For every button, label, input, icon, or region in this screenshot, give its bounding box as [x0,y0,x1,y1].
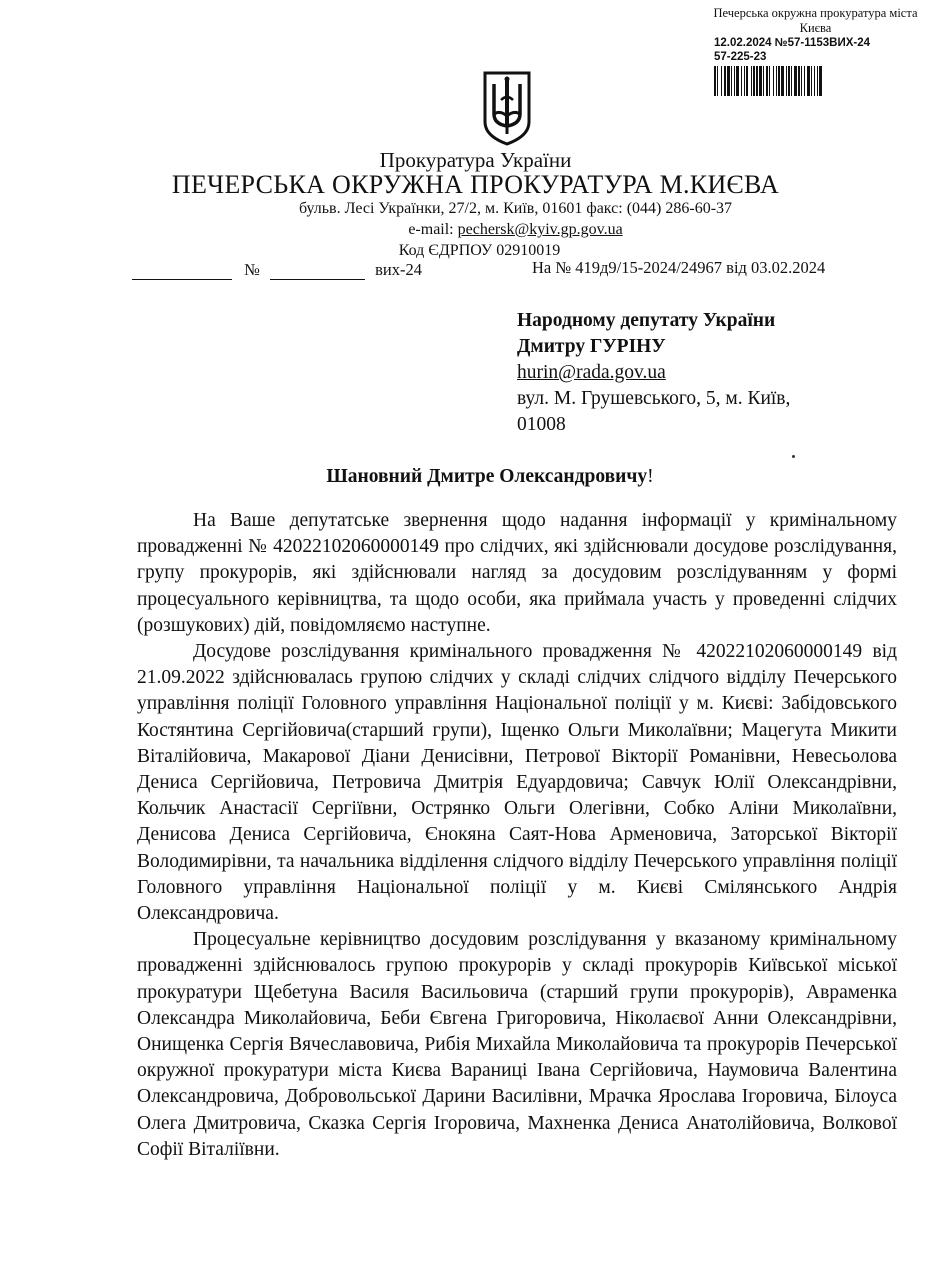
greeting-text: Шановний Дмитре Олександровичу [326,466,648,487]
paragraph: Досудове розслідування кримінального провадження № 42022102060000149 від 21.09.2022 здійснювалась групою слідчих у складі слідчих слідчого відділу Печерського управління поліції Головного управління Національної поліції у м. Києві: Забідовського Костянтина Сергійовича(старший групи), Іщенко Ольги Миколаївни; Мацегута Микити Віталійовича, Макарової Діани Денисівни, Петрової Вікторії Романівни, Невесьолова Дениса Сергійовича, Петровича Дмитрія Едуардовича; Савчук Юлії Олександрівни, Кольчик Анастасії Сергіївни, Острянко Ольги Олегівни, Собко Аліни Миколаївни, Денисова Дениса Сергійовича, Єнокяна Саят-Нова Арменовича, Заторської Вікторії Володимирівни, та начальника відділення слідчого відділу Печерського управління поліції Головного управління Національної поліції у м. Києві Смілянського Андрія Олександровича. [137,641,897,925]
greeting [0,466,935,488]
outgoing-registration [132,260,422,280]
edrpou-code: Код ЄДРПОУ 02910019 [398,242,561,259]
trident-emblem-icon [482,70,532,146]
addressee-postcode: 01008 [517,414,566,435]
greeting-mark: ! [647,466,654,487]
stamp-reg-number: 12.02.2024 №57-1153ВИХ-24 [714,37,871,49]
office-email-line [48,221,935,239]
barcode-bar [822,66,824,96]
email-label: e-mail: [408,221,458,238]
addressee-block [517,308,790,438]
stamp-office: Печерська окружна прокуратура міста Києва [713,6,918,35]
country-prosecutor-title: Прокуратура України [379,148,572,172]
stamp-code: 57-225-23 [714,51,767,63]
letter-body [137,508,897,1163]
addressee-email-link[interactable]: hurin@rada.gov.ua [517,362,666,383]
date-blank [132,261,232,280]
number-blank [270,261,365,280]
office-name: ПЕЧЕРСЬКА ОКРУЖНА ПРОКУРАТУРА М.КИЄВА [171,170,780,199]
reply-reference: На № 419д9/15-2024/24967 від 03.02.2024 [532,258,826,277]
paragraph: Процесуальне керівництво досудовим розслідування у вказаному кримінальному провадженні здійснювалось групою прокурорів у складі прокурорів Київської міської прокуратури Щебетуна Василя Васильовича (старший групи прокурорів), Авраменка Олександра Миколайовича, Беби Євгена Григоровича, Ніколаєвої Анни Олександрівни, Онищенка Сергія Вячеславовича, Рибія Михайла Миколайовича та прокурорів Печерської окружної прокуратури міста Києва Вараниці Івана Сергійовича, Наумовича Валентина Олександровича, Добровольської Дарини Василівни, Мрачка Ярослава Ігоровича, Білоуса Олега Дмитровича, Сказка Сергія Ігоровича, Махненка Дениса Анатолійовича, Волкової Софії Віталіївни. [137,929,897,1160]
number-sign: № [244,260,260,279]
paragraph: На Ваше депутатське звернення щодо надання інформації у кримінальному провадженні № 42022102060000149 про слідчих, які здійснювали досудове розслідування, групу прокурорів, які здійснювали нагляд за досудовим розслідуванням у формі процесуального керівництва, та щодо особи, яка приймала участь у проведенні слідчих (розшукових) дій, повідомляємо наступне. [137,510,897,636]
scan-speck [792,455,795,458]
office-address: бульв. Лесі Українки, 27/2, м. Київ, 01601 факс: (044) 286-60-37 [298,200,733,217]
addressee-name: Дмитру ГУРІНУ [517,336,666,357]
office-email-link[interactable]: pechersk@kyiv.gp.gov.ua [457,221,623,238]
addressee-address: вул. М. Грушевського, 5, м. Київ, [517,388,791,409]
registration-stamp [708,6,923,96]
registration-suffix: вих-24 [375,260,422,279]
barcode [714,66,923,96]
addressee-title: Народному депутату України [517,310,776,331]
